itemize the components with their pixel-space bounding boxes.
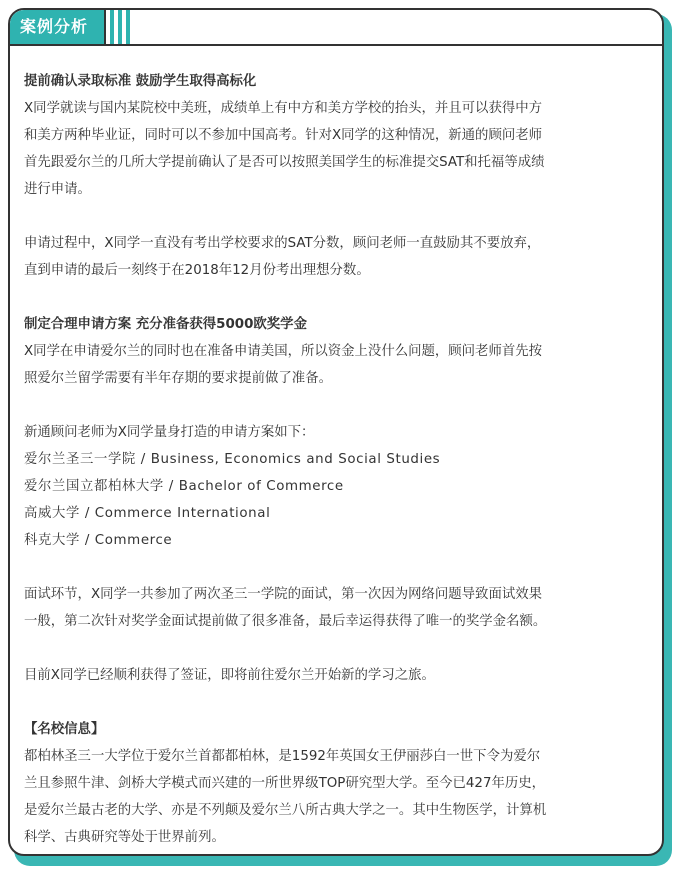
stripe-decoration [110, 10, 114, 44]
paragraph-line: 进行申请。 [24, 182, 91, 197]
paragraph-line: X同学在申请爱尔兰的同时也在准备申请美国，所以资金上没什么问题，顾问老师首先按 [24, 344, 543, 359]
paragraph-line: 面试环节，X同学一共参加了两次圣三一学院的面试，第一次因为网络问题导致面试效果 [24, 587, 543, 602]
section-heading-admission: 提前确认录取标准 鼓励学生取得高标化 [24, 74, 257, 89]
paragraph-line: 都柏林圣三一大学位于爱尔兰首都都柏林，是1592年英国女王伊丽莎白一世下令为爱尔 [24, 749, 541, 764]
paragraph-line: 一般，第二次针对奖学金面试提前做了很多准备，最后幸运得获得了唯一的奖学金名额。 [24, 614, 547, 629]
paragraph-line: 直到申请的最后一刻终于在2018年12月份考出理想分数。 [24, 263, 370, 278]
paragraph-line: 照爱尔兰留学需要有半年存期的要求提前做了准备。 [24, 371, 332, 386]
paragraph-line: 目前X同学已经顺利获得了签证，即将前往爱尔兰开始新的学习之旅。 [24, 668, 435, 683]
decorative-stripes [110, 10, 134, 44]
paragraph-line: 首先跟爱尔兰的几所大学提前确认了是否可以按照美国学生的标准提交SAT和托福等成绩 [24, 155, 545, 170]
school-info-heading: 【名校信息】 [24, 722, 105, 737]
plan-item: 高威大学 / Commerce International [24, 506, 271, 521]
card-header [10, 10, 662, 46]
paragraph-line: 和美方两种毕业证，同时可以不参加中国高考。针对X同学的这种情况，新通的顾问老师 [24, 128, 543, 143]
plan-intro: 新通顾问老师为X同学量身打造的申请方案如下： [24, 425, 315, 440]
section-title-tab: 案例分析 [10, 10, 106, 44]
section-heading-plan: 制定合理申请方案 充分准备获得5000欧奖学金 [24, 317, 307, 332]
stripe-decoration [118, 10, 122, 44]
paragraph-line: X同学就读与国内某院校中美班，成绩单上有中方和美方学校的抬头，并且可以获得中方 [24, 101, 543, 116]
paragraph-line: 科学、古典研究等处于世界前列。 [24, 830, 225, 845]
paragraph-line: 申请过程中，X同学一直没有考出学校要求的SAT分数，顾问老师一直鼓励其不要放弃， [24, 236, 541, 251]
article-card [8, 8, 664, 856]
plan-item: 科克大学 / Commerce [24, 533, 173, 548]
article-body [24, 68, 654, 851]
paragraph-line: 是爱尔兰最古老的大学、亦是不列颠及爱尔兰八所古典大学之一。其中生物医学，计算机 [24, 803, 547, 818]
plan-item: 爱尔兰圣三一学院 / Business, Economics and Social Studies [24, 452, 441, 467]
paragraph-line: 兰且参照牛津、剑桥大学模式而兴建的一所世界级TOP研究型大学。至今已427年历史， [24, 776, 546, 791]
plan-item: 爱尔兰国立都柏林大学 / Bachelor of Commerce [24, 479, 344, 494]
stripe-decoration [126, 10, 130, 44]
